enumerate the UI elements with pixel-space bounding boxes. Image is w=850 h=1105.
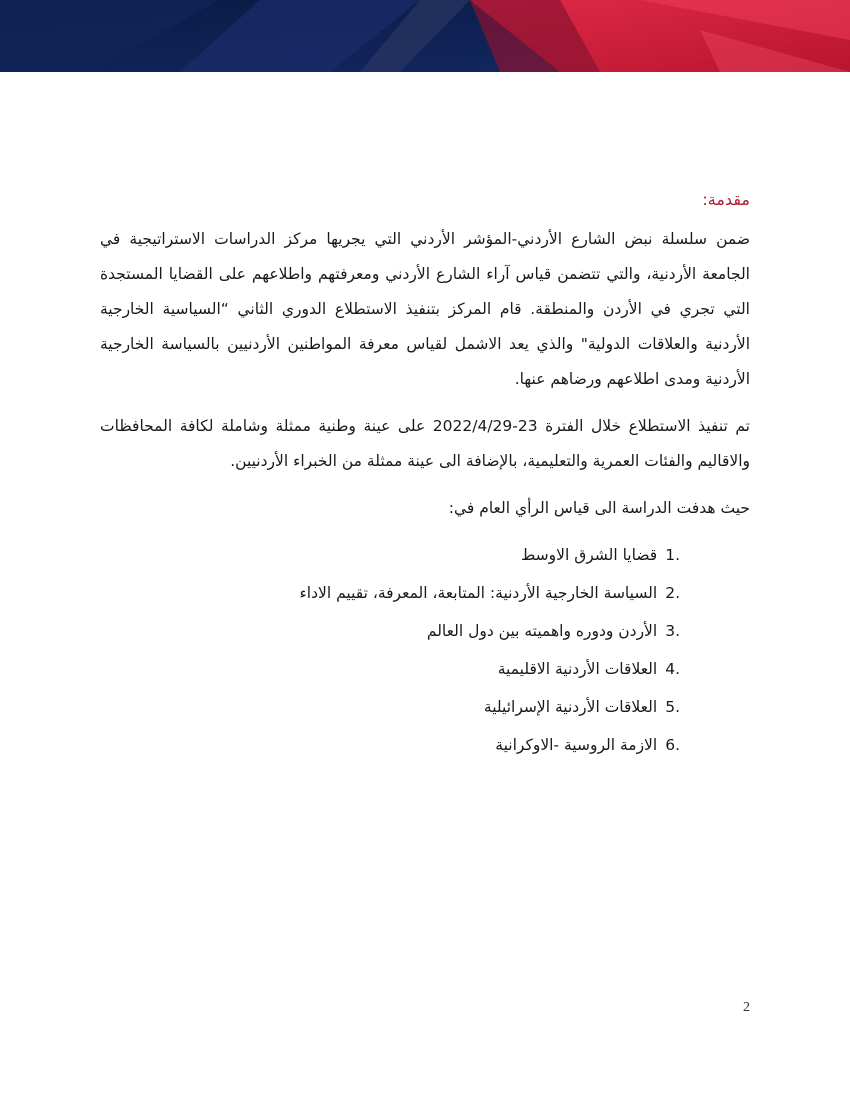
list-number: 4. xyxy=(665,660,680,678)
list-item xyxy=(100,690,680,728)
list-text: الأردن ودوره واهميته بين دول العالم xyxy=(426,622,658,640)
list-number: 6. xyxy=(665,736,680,754)
goals-intro: حيث هدفت الدراسة الى قياس الرأي العام في: xyxy=(448,499,750,517)
list-item xyxy=(100,652,680,690)
list-number: 1. xyxy=(665,546,680,564)
list-item xyxy=(100,728,680,766)
list-text: قضايا الشرق الاوسط xyxy=(520,546,658,564)
list-number: 2. xyxy=(665,584,680,602)
paragraph-survey-period: تم تنفيذ الاستطلاع خلال الفترة 23-2022/4/29 على عينة وطنية ممثلة وشاملة لكافة المحافظات والاقاليم والفئات العمرية والتعليمية، بالإضافة الى عينة ممثلة من الخبراء الأردنيين. xyxy=(100,417,750,470)
list-text: العلاقات الأردنية الإسرائيلية xyxy=(483,698,658,716)
banner-graphic xyxy=(0,0,850,72)
paragraph-intro: ضمن سلسلة نبض الشارع الأردني-المؤشر الأردني التي يجريها مركز الدراسات الاستراتيجية في الجامعة الأردنية، والتي تتضمن قياس آراء الشارع الأردني ومعرفتهم واطلاعهم على القضايا المستجدة التي تجري في الأردن والمنطقة. قام المركز بتنفيذ الاستطلاع الدوري الثاني “السياسية الخارجية الأردنية والعلاقات الدولية" والذي يعد الاشمل لقياس معرفة المواطنين الأردنيين بالسياسة الخارجية الأردنية ومدى اطلاعهم ورضاهم عنها. xyxy=(100,230,750,388)
list-number: 5. xyxy=(665,698,680,716)
list-text: الازمة الروسية -الاوكرانية xyxy=(495,736,658,754)
section-heading: مقدمة: xyxy=(702,190,750,209)
page-number: 2 xyxy=(743,1000,750,1015)
list-item xyxy=(100,576,680,614)
list-number: 3. xyxy=(665,622,680,640)
goals-list xyxy=(100,538,750,766)
list-text: العلاقات الأردنية الاقليمية xyxy=(497,660,658,678)
header-banner xyxy=(0,0,850,72)
list-text: السياسة الخارجية الأردنية: المتابعة، المعرفة، تقييم الاداء xyxy=(299,584,658,602)
list-item xyxy=(100,538,680,576)
list-item xyxy=(100,614,680,652)
page-content xyxy=(100,186,750,766)
